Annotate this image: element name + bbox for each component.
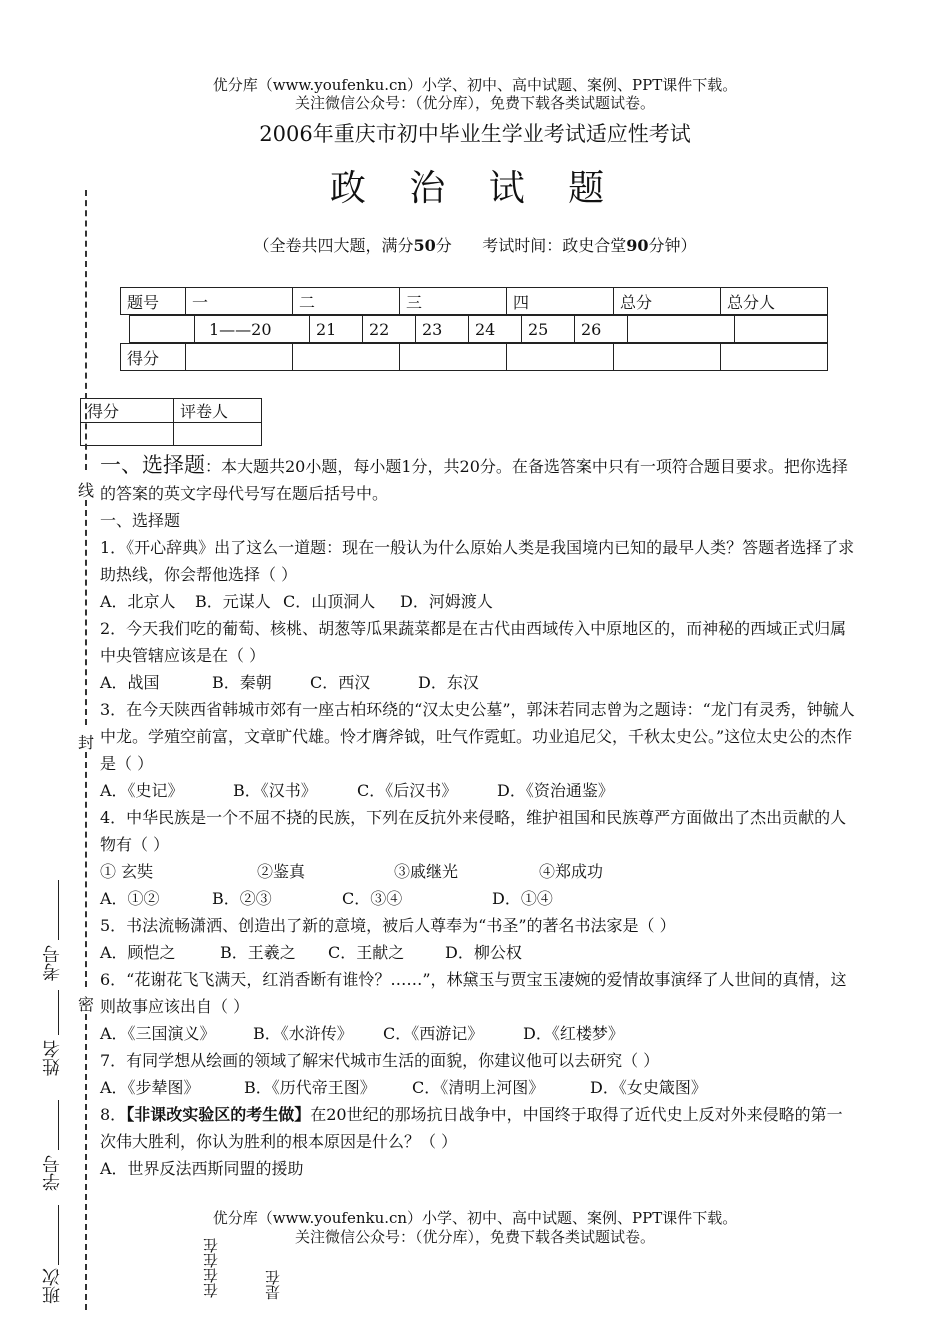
cell-part-1: 一 [186, 288, 293, 315]
cell-total-grader: 总分人 [721, 288, 828, 315]
cell-q24: 24 [469, 316, 522, 343]
cell-q23: 23 [416, 316, 469, 343]
q1-option-a: A．北京人 [100, 592, 176, 611]
binding-dashed-line-lower [85, 752, 87, 987]
q4-item-3: ③戚继光 [394, 862, 459, 881]
section-1 [100, 452, 856, 1182]
question-7-options [100, 1074, 856, 1101]
grader-name-value[interactable] [174, 423, 262, 446]
section-1-subtitle: 一、选择题 [100, 511, 181, 530]
q6-option-b: B．《水浒传》 [253, 1024, 353, 1043]
cell-part-3: 三 [400, 288, 507, 315]
score-input-4[interactable] [507, 344, 614, 371]
question-3-stem: 3．在今天陕西省韩城市郊有一座古柏环绕的“汉太史公墓”，郭沫若同志曾为之题诗：“龙门有灵秀，钟毓人中龙。学殖空前富，文章旷代雄。怜才膺斧钺，吐气作霓虹。功业追尼父，千秋太史公。”这位太史公的杰作是（ ） [100, 700, 855, 773]
q4-item-4: ④郑成功 [539, 862, 604, 881]
footer-mark-left: 在在在在 [202, 1238, 220, 1298]
q4-option-b: B．②③ [212, 889, 272, 908]
score-table-subrow [129, 315, 828, 343]
question-1-options [100, 588, 856, 615]
q3-option-b: B．《汉书》 [233, 781, 317, 800]
q3-option-d: D．《资治通鉴》 [497, 781, 614, 800]
student-no-line[interactable] [58, 1100, 59, 1150]
q5-option-d: D．柳公权 [445, 943, 522, 962]
binding-dashed-line-top [85, 190, 87, 470]
q6-option-c: C．《西游记》 [383, 1024, 484, 1043]
q8-option-a: A．世界反法西斯同盟的援助 [100, 1159, 304, 1178]
q5-option-a: A．顾恺之 [100, 943, 176, 962]
section-1-desc: ：本大题共20小题，每小题1分，共20分。在备选答案中只有一项符合题目要求。把你选择的答案的英文字母代号写在题后括号中。 [100, 457, 848, 503]
q5-option-b: B．王羲之 [220, 943, 296, 962]
question-8-stem: 8．【非课改实验区的考生做】在20世纪的那场抗日战争中，中国终于取得了近代史上反对外来侵略的第一次伟大胜利，你认为胜利的根本原因是什么？（ ） [100, 1105, 843, 1151]
score-input-2[interactable] [293, 344, 400, 371]
question-7-stem: 7．有同学想从绘画的领域了解宋代城市生活的面貌，你建议他可以去研究（ ） [100, 1051, 660, 1070]
subject-title: 政 治 试 题 [329, 168, 621, 209]
q3-option-c: C．《后汉书》 [357, 781, 458, 800]
question-1-stem: 1．《开心辞典》出了这么一道题：现在一般认为什么原始人类是我国境内已知的最早人类？答题者选择了求助热线，你会帮他选择（ ） [100, 538, 855, 584]
question-6-options [100, 1020, 856, 1047]
cell-part-2: 二 [293, 288, 400, 315]
binding-dashed-line-mid [85, 500, 87, 725]
question-2-options [100, 669, 856, 696]
exam-title: 2006年重庆市初中毕业生学业考试适应性考试 [259, 122, 691, 146]
cell-question-number: 题号 [121, 288, 186, 315]
footer-line-1: 优分库（www.youfenku.cn）小学、初中、高中试题、案例、PPT课件下载。 [212, 1209, 738, 1227]
cell-grader-blank [735, 316, 828, 343]
cell-q25: 25 [522, 316, 575, 343]
cell-total: 总分 [614, 288, 721, 315]
section-1-title: 一、选择题 [100, 453, 205, 477]
grader-score-value[interactable] [81, 423, 174, 446]
score-input-total[interactable] [614, 344, 721, 371]
q2-option-a: A．战国 [100, 673, 160, 692]
question-3-options [100, 777, 856, 804]
q6-option-a: A．《三国演义》 [100, 1024, 216, 1043]
question-4-items [100, 858, 856, 885]
student-no-label: 学号 [42, 1155, 63, 1191]
exam-no-line[interactable] [58, 880, 59, 940]
q3-option-a: A．《史记》 [100, 781, 184, 800]
q2-option-c: C．西汉 [310, 673, 371, 692]
question-4-options [100, 885, 856, 912]
cell-q26: 26 [575, 316, 628, 343]
cell-q21: 21 [310, 316, 363, 343]
exam-no-label: 考号 [42, 945, 63, 981]
class-label: 班次 [42, 1268, 63, 1304]
exam-note: （全卷共四大题，满分50分 考试时间：政史合堂90分钟） [253, 236, 697, 255]
grader-name-label: 评卷人 [174, 399, 262, 423]
question-6-stem: 6．“花谢花飞飞满天，红消香断有谁怜？……”，林黛玉与贾宝玉凄婉的爱情故事演绎了人世间的真情，这则故事应该出自（ ） [100, 970, 847, 1016]
q7-option-a: A．《步辇图》 [100, 1078, 200, 1097]
question-4-stem: 4．中华民族是一个不屈不挠的民族，下列在反抗外来侵略，维护祖国和民族尊严方面做出了杰出贡献的人物有（ ） [100, 808, 847, 854]
score-table [120, 287, 828, 315]
binding-mark-line: 线 [78, 481, 95, 500]
cell-score-label: 得分 [121, 344, 186, 371]
q4-item-1: ① 玄奘 [100, 862, 154, 881]
score-table-score-row [120, 343, 828, 371]
q4-option-a: A．①② [100, 889, 160, 908]
cell-total-blank [628, 316, 735, 343]
q4-option-d: D．①④ [492, 889, 553, 908]
q5-option-c: C．王献之 [328, 943, 405, 962]
header-line-1: 优分库（www.youfenku.cn）小学、初中、高中试题、案例、PPT课件下载。 [212, 76, 738, 94]
cell-q22: 22 [363, 316, 416, 343]
q7-option-c: C．《清明上河图》 [412, 1078, 545, 1097]
q1-option-c: C．山顶洞人 [283, 592, 376, 611]
cell-blank [130, 316, 195, 343]
question-2-stem: 2．今天我们吃的葡萄、核桃、胡葱等瓜果蔬菜都是在古代由西域传入中原地区的，而神秘的西域正式归属中央管辖应该是在（ ） [100, 619, 847, 665]
header-line-2: 关注微信公众号：（优分库），免费下载各类试题试卷。 [294, 94, 655, 112]
footer-line-2: 关注微信公众号：（优分库），免费下载各类试题试卷。 [294, 1228, 655, 1246]
q4-option-c: C．③④ [342, 889, 403, 908]
score-input-grader[interactable] [721, 344, 828, 371]
q2-option-b: B．秦朝 [212, 673, 272, 692]
grader-box [80, 398, 262, 446]
binding-mark-seal: 封 [78, 733, 95, 752]
name-line[interactable] [58, 990, 59, 1035]
score-table-row-header [121, 288, 828, 315]
cell-q1-20: 1——20 [195, 316, 310, 343]
question-5-stem: 5．书法流畅潇洒、创造出了新的意境，被后人尊奉为“书圣”的著名书法家是（ ） [100, 916, 676, 935]
q2-option-d: D．东汉 [418, 673, 479, 692]
section-1-intro [100, 452, 856, 507]
grader-score-label: 得分 [81, 399, 174, 423]
q6-option-d: D．《红楼梦》 [523, 1024, 624, 1043]
q1-option-b: B．元谋人 [195, 592, 271, 611]
q7-option-d: D．《女史箴图》 [590, 1078, 707, 1097]
q1-option-d: D．河姆渡人 [400, 592, 493, 611]
score-input-3[interactable] [400, 344, 507, 371]
name-label: 姓名 [42, 1040, 63, 1076]
question-5-options [100, 939, 856, 966]
score-input-1[interactable] [186, 344, 293, 371]
binding-dashed-line-bottom [85, 1014, 87, 1310]
binding-mark-secret: 密 [78, 995, 95, 1014]
q4-item-2: ②鉴真 [257, 862, 306, 881]
footer-mark-right: 是在 [264, 1270, 282, 1300]
cell-part-4: 四 [507, 288, 614, 315]
q7-option-b: B．《历代帝王图》 [244, 1078, 376, 1097]
